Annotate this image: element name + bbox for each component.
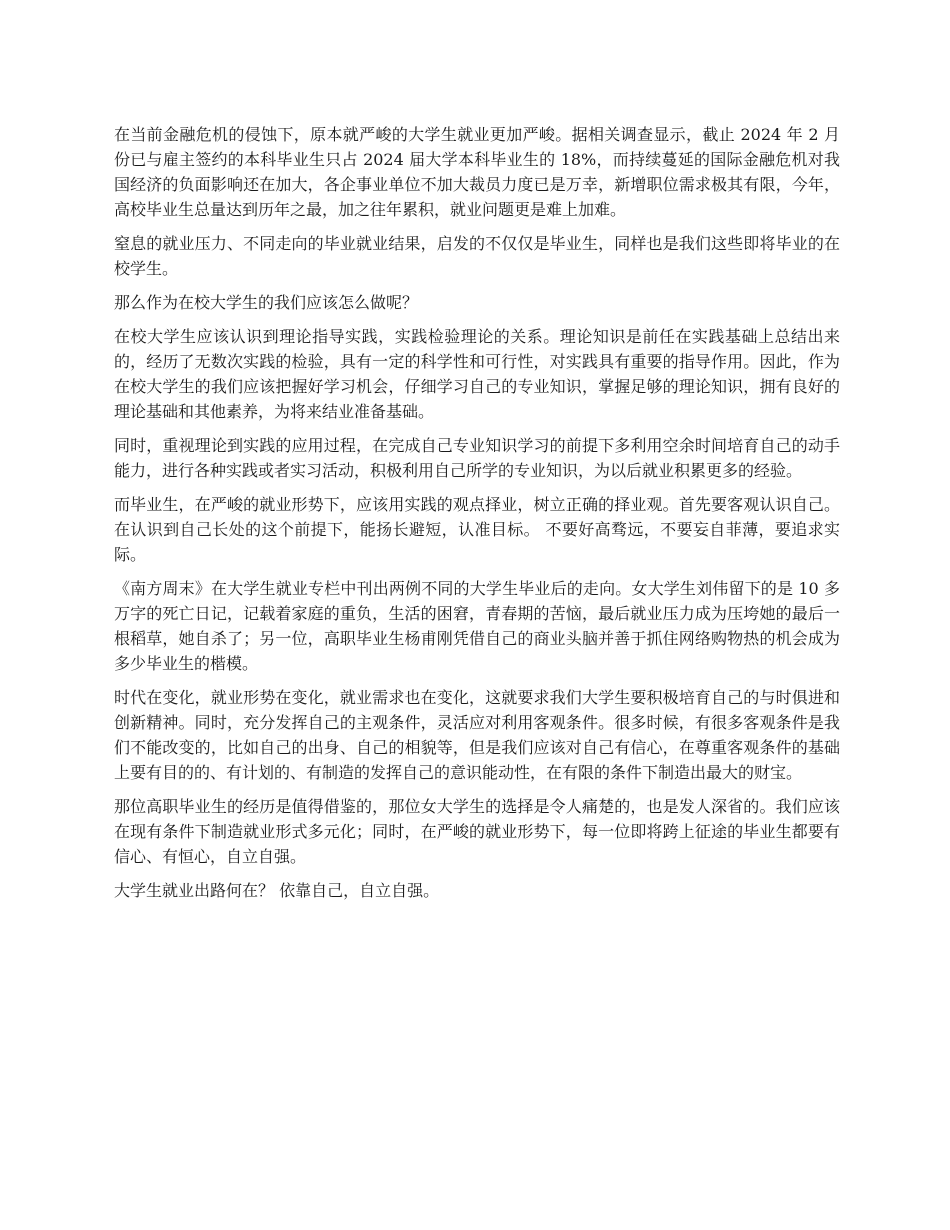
paragraph-2: 窒息的就业压力、不同走向的毕业就业结果，启发的不仅仅是毕业生，同样也是我们这些即将毕业的在校学生。: [114, 234, 840, 278]
paragraph-7: 《南方周末》在大学生就业专栏中刊出两例不同的大学生毕业后的走向。女大学生刘伟留下的是 10 多万字的死亡日记，记载着家庭的重负，生活的困窘，青春期的苦恼，最后就业压力成为压垮她的最后一根稻草，她自杀了；另一位，高职毕业生杨甫刚凭借自己的商业头脑并善于抓住网络购物热的机会成为多少毕业生的楷模。: [114, 579, 840, 673]
document-body: [114, 122, 840, 912]
paragraph-4: 在校大学生应该认识到理论指导实践，实践检验理论的关系。理论知识是前任在实践基础上总结出来的，经历了无数次实践的检验，具有一定的科学性和可行性，对实践具有重要的指导作用。因此，作为在校大学生的我们应该把握好学习机会，仔细学习自己的专业知识，掌握足够的理论知识，拥有良好的理论基础和其他素养，为将来结业准备基础。: [114, 327, 840, 421]
paragraph-6: 而毕业生，在严峻的就业形势下，应该用实践的观点择业，树立正确的择业观。首先要客观认识自己。在认识到自己长处的这个前提下，能扬长避短，认准目标。 不要好高骛远，不要妄自菲薄，要追求实际。: [114, 495, 840, 564]
paragraph-9: 那位高职毕业生的经历是值得借鉴的，那位女大学生的选择是令人痛楚的，也是发人深省的。我们应该在现有条件下制造就业形式多元化；同时，在严峻的就业形势下，每一位即将跨上征途的毕业生都要有信心、有恒心，自立自强。: [114, 797, 840, 866]
paragraph-8: 时代在变化，就业形势在变化，就业需求也在变化，这就要求我们大学生要积极培育自己的与时俱进和创新精神。同时，充分发挥自己的主观条件，灵活应对利用客观条件。很多时候，有很多客观条件是我们不能改变的，比如自己的出身、自己的相貌等，但是我们应该对自己有信心，在尊重客观条件的基础上要有目的的、有计划的、有制造的发挥自己的意识能动性，在有限的条件下制造出最大的财宝。: [114, 688, 840, 782]
paragraph-1: 在当前金融危机的侵蚀下，原本就严峻的大学生就业更加严峻。据相关调查显示，截止 2024 年 2 月份已与雇主签约的本科毕业生只占 2024 届大学本科毕业生的 18%，而持续蔓延的国际金融危机对我国经济的负面影响还在加大，各企事业单位不加大裁员力度已是万幸，新增职位需求极其有限，今年，高校毕业生总量达到历年之最，加之往年累积，就业问题更是难上加难。: [114, 125, 840, 219]
paragraph-10: 大学生就业出路何在？ 依靠自己，自立自强。: [114, 881, 440, 900]
paragraph-5: 同时，重视理论到实践的应用过程，在完成自己专业知识学习的前提下多利用空余时间培育自己的动手能力，进行各种实践或者实习活动，积极利用自己所学的专业知识，为以后就业积累更多的经验。: [114, 436, 840, 480]
paragraph-3: 那么作为在校大学生的我们应该怎么做呢？: [114, 293, 419, 312]
